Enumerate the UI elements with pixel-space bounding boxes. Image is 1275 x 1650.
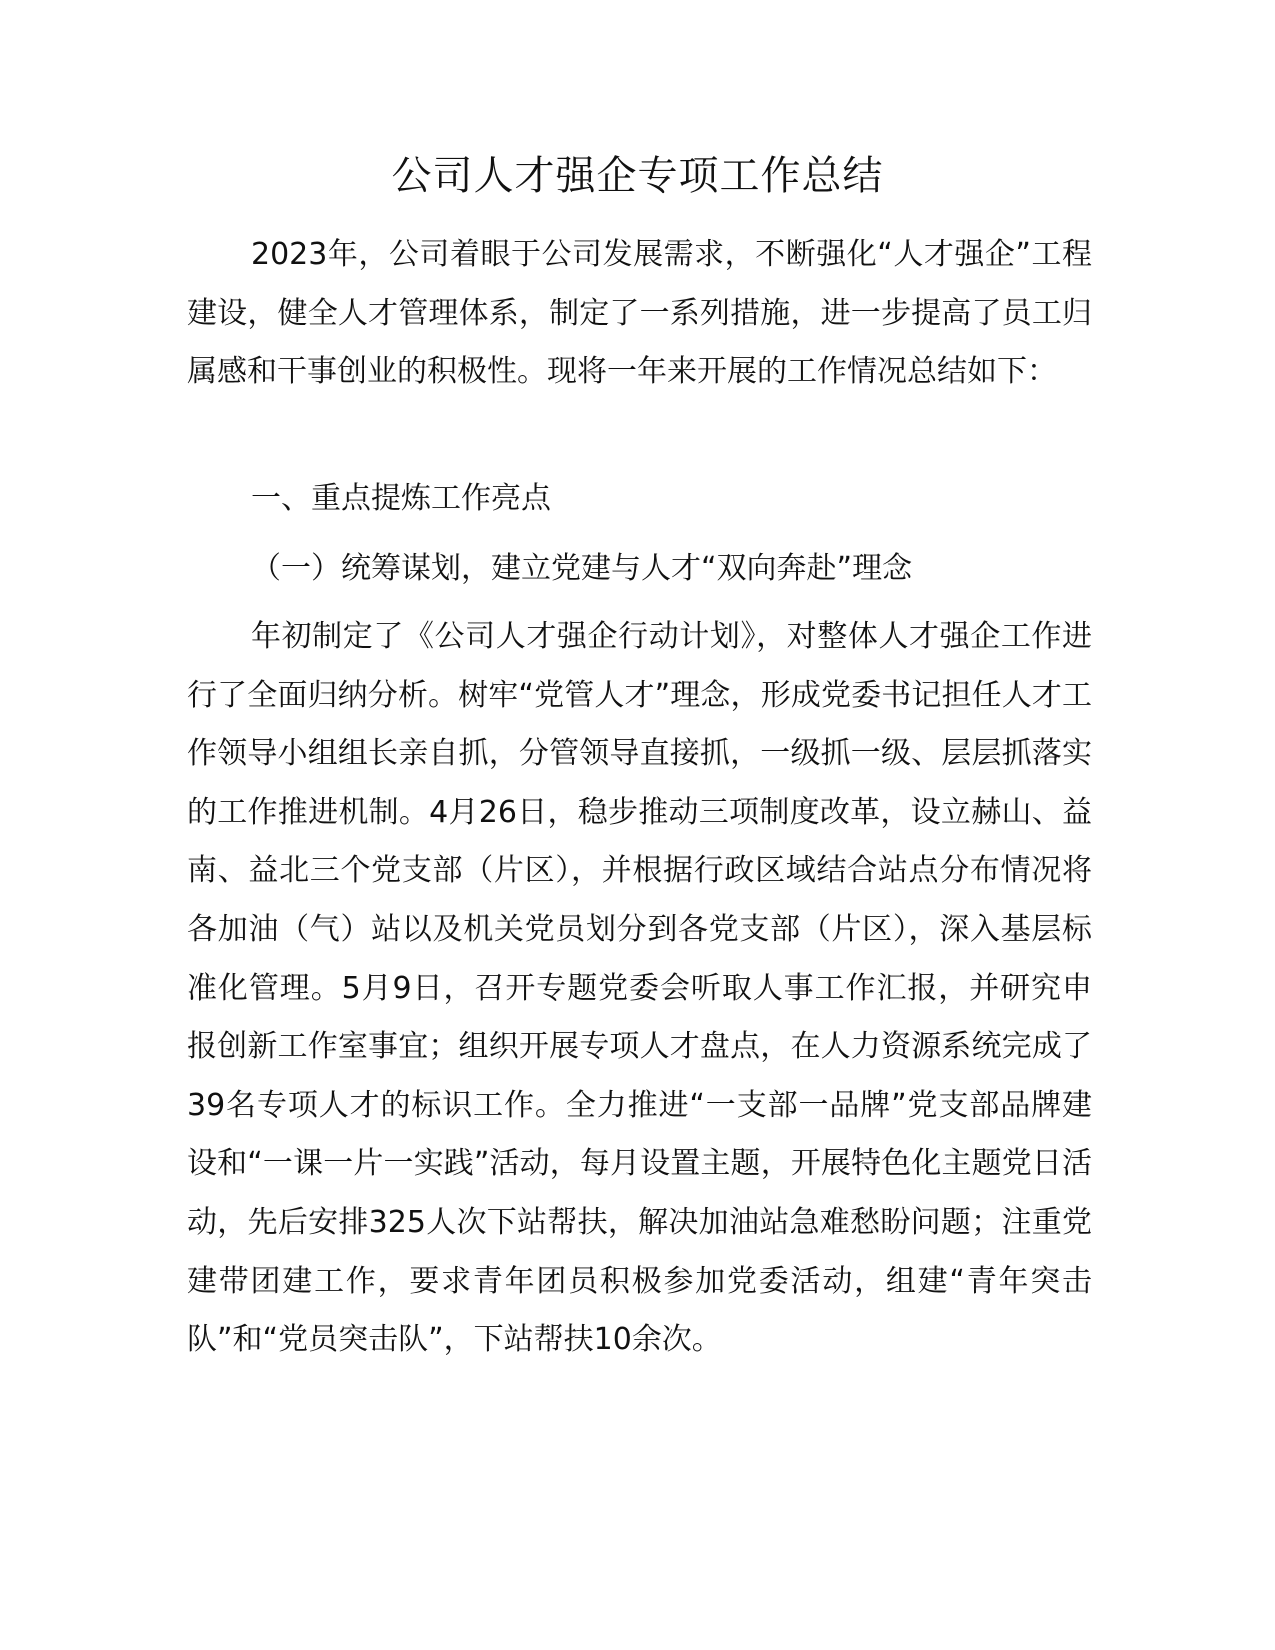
body-paragraph: 年初制定了《公司人才强企行动计划》，对整体人才强企工作进行了全面归纳分析。树牢“党管人才”理念，形成党委书记担任人才工作领导小组组长亲自抓，分管领导直接抓，一级抓一级、层层抓落实的工作推进机制。4月26日，稳步推动三项制度改革，设立赫山、益南、益北三个党支部（片区），并根据行政区域结合站点分布情况将各加油（气）站以及机关党员划分到各党支部（片区），深入基层标准化管理。5月9日，召开专题党委会听取人事工作汇报，并研究申报创新工作室事宜；组织开展专项人才盘点，在人力资源系统完成了39名专项人才的标识工作。全力推进“一支部一品牌”党支部品牌建设和“一课一片一实践”活动，每月设置主题，开展特色化主题党日活动，先后安排325人次下站帮扶，解决加油站急难愁盼问题；注重党建带团建工作，要求青年团员积极参加党委活动，组建“青年突击队”和“党员突击队”，下站帮扶10余次。 xyxy=(187,619,1092,1358)
section-heading: 一、重点提炼工作亮点 xyxy=(251,481,551,516)
document-title: 公司人才强企专项工作总结 xyxy=(391,153,884,199)
intro-paragraph: 2023年，公司着眼于公司发展需求，不断强化“人才强企”工程建设，健全人才管理体系，制定了一系列措施，进一步提高了员工归属感和干事创业的积极性。现将一年来开展的工作情况总结如下： xyxy=(187,237,1092,390)
subsection-heading: （一）统筹谋划，建立党建与人才“双向奔赴”理念 xyxy=(251,551,913,586)
